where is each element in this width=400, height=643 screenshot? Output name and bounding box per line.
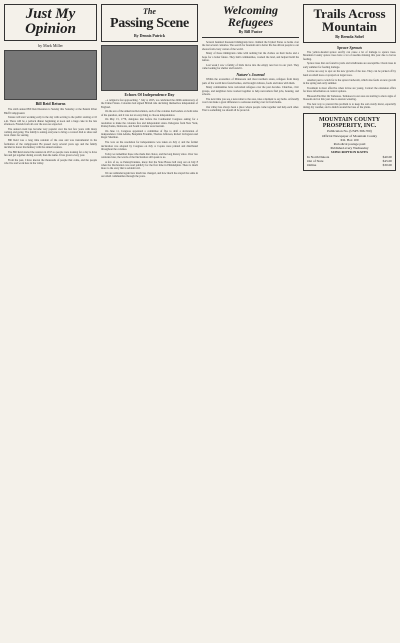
- welcoming-subhead: Nature's Journal: [236, 72, 265, 78]
- passing-scene-flag: [101, 4, 198, 42]
- box-line: Publication No. (USPS 366-700): [327, 129, 372, 134]
- welcoming-body: [202, 41, 299, 70]
- subscription-rates-title: SUBSCRIPTION RATES: [330, 150, 369, 155]
- rate-label: In North Dakota: [307, 154, 330, 159]
- paragraph: The Bill Reid started the reunion in 2015 so people were looking for a day to have fun and get together during overall, then the name. It has grown every year.: [4, 150, 97, 157]
- paragraph: Another pest to watch for is the spruce budworm, which also feeds on new growth in the spring and early summer.: [303, 78, 396, 85]
- paragraph: The annual event has become very popular over the last few years with many coming and going. The family is asking everyone to bring a covered dish to share and lawn chairs for seating.: [4, 127, 97, 138]
- paragraph: The best way to prevent this problem is to keep the soil evenly moist, especially during dry weather, and to mulch around the base of the plants.: [303, 102, 396, 110]
- column-just-my-opinion: [4, 4, 97, 639]
- paragraph: Larvae are easy to spot on the new growth of the tree. They can be picked off by hand on small trees or sprayed on larger trees.: [303, 70, 396, 77]
- column-trails-across-mountain: [303, 4, 396, 639]
- trails-byline: By Brenda Sobel: [335, 34, 364, 39]
- paragraph: Our valley has always been a place where people come together and help each other. That is something we should all be proud of.: [202, 105, 299, 113]
- publication-info-box: [303, 113, 396, 171]
- paragraph: Last week I saw a family of birds move into the empty nest box in our yard. They came looking for shelter and found it.: [202, 63, 299, 71]
- opinion-byline: by Mark Miller: [38, 43, 63, 48]
- box-line: Official Newspaper of Mountain County: [321, 133, 378, 138]
- paragraph: Within the economics of Minnesota and most northern states, refugees from many parts of the world have found homes, and brought cultures, foods and ideas with them.: [202, 78, 299, 85]
- divider: [202, 37, 299, 38]
- rate-value: $45.00: [382, 158, 392, 163]
- passing-byline: By Dennis Patrick: [133, 33, 166, 38]
- paragraph: Bill Reid was a long time resident of the area and was instrumental in the formation of the campground. He passed away several years ago and the family decided to honor his memory with the annual reunion.: [4, 139, 97, 149]
- opinion-flag-line2: Opinion: [25, 21, 76, 37]
- paragraph: A few of us, as Pennsylvanians, know that the State House bell rang out on July 8 when the Declaration was read publicly for the first time in Philadelphia. There is much more to the story that is seldom told.: [101, 160, 198, 171]
- paragraph: ...a religion's fast approaching. " July 4, 2025, we celebrated the 249th anniversary of the United States. Colonists had signed British rule declaring themselves independent of England.: [101, 99, 198, 109]
- rate-value: $30.00: [382, 163, 392, 168]
- paragraph: We are reminded again how much has changed, and how much has stayed the same in our small communities through the years.: [101, 172, 198, 179]
- opinion-headline: Bill Reid Returns: [35, 101, 66, 107]
- box-line: P.O. Box 100: [340, 137, 359, 142]
- paragraph: The yellow-headed spruce sawfly can cause a lot of damage to spruce trees. Mountain County spruce trees have a lot of needles missing this year due to larvae feeding.: [303, 51, 396, 61]
- welcoming-flag-line2: Refugees: [227, 15, 274, 29]
- paragraph: The next time you see a newcomer to the area, take a moment to say hello. A friendly word can make a great difference to someone starting over far from home.: [202, 97, 299, 105]
- welcoming-flag: [202, 4, 299, 34]
- opinion-body: [4, 108, 97, 165]
- paragraph: Blossom End Rot On Tomatoes. Tomatoes in our area are starting to show signs of blossom end rot this year due to uneven watering.: [303, 94, 396, 102]
- trails-body: [303, 51, 396, 109]
- box-line: Published every Wednesday: [330, 146, 369, 151]
- paragraph: Today we remember those who made that choice, and the long history since. Over two centuries later, the words of the Declaration still speak to us.: [101, 152, 198, 159]
- columnist-photo: [101, 45, 198, 91]
- rate-label: Out of State: [307, 158, 324, 163]
- passing-flag-line1: The: [143, 7, 156, 16]
- passing-body: [101, 99, 198, 179]
- paragraph: Spruce trees that are found in yards and windbreaks are susceptible. Check trees in early summer for feeding damage.: [303, 62, 396, 69]
- rate-value: $40.00: [382, 154, 392, 159]
- column-passing-scene: [101, 4, 198, 639]
- paragraph: Many of those immigrants came with nothing but the clothes on their backs and a hope for a better future. They built communities, worked the land, and helped build the nation.: [202, 52, 299, 62]
- paragraph: The sixth annual Bill Reid Reunion is Sunday this Saturday at the Pennix River Bluff Campground.: [4, 108, 97, 115]
- opinion-flag-line1: Just My: [25, 6, 76, 22]
- publisher-name: MOUNTAIN COUNTY PROSPERITY, INC.: [318, 117, 381, 130]
- passing-headline: Echoes Of Independence Day: [124, 92, 175, 97]
- paragraph: Several hundred thousand immigrants have claimed the United States as home over the last several centuries. The search for freedom and a better life has driven people to our shores from every corner of the world.: [202, 41, 299, 51]
- welcoming-body-2: [202, 78, 299, 112]
- columnist-photo: [4, 50, 97, 100]
- paragraph: On May 15, 1776, delegates met before the Continental Congress asking for a resolution to make the colonies free and independent states. Delegates from New York, Pennsylvania, Delaware, and South Carolina were hesitant.: [101, 118, 198, 129]
- trails-flag: [303, 4, 396, 43]
- trails-flag-line2: Mountain: [322, 19, 377, 34]
- paragraph: On the eve of the American Revolution, each of the colonies had leaders on both sides of the question, and it was not an easy thing to choose independence.: [101, 110, 198, 117]
- column-welcoming-refugees: [202, 4, 299, 639]
- opinion-flag: [4, 4, 97, 41]
- paragraph: The vote on the resolution for independence was taken on July 2, and the formal declaration was adopted by Congress on July 4. Copies were printed and distributed throughout the colonies.: [101, 141, 198, 151]
- trails-subhead: Spruce Sprouts: [336, 45, 363, 50]
- trails-flag-line1: Trails Across: [313, 6, 386, 21]
- paragraph: From the past, I have known the thousands of people that come, and the people who live and work here in the valley.: [4, 158, 97, 166]
- rate-row: [307, 163, 392, 167]
- welcoming-flag-line1: Welcoming: [222, 4, 279, 17]
- welcoming-byline: By Bill Pastor: [238, 29, 263, 34]
- paragraph: Many communities have welcomed refugees over the past decades. Churches, civic groups, and neighbors have worked together to help newcomers find jobs, housing, and schools.: [202, 86, 299, 97]
- box-line: Periodical postage paid: [333, 142, 366, 147]
- passing-flag-line2: Passing Scene: [110, 16, 189, 31]
- paragraph: On June 11, Congress appointed a committee of five to draft a declaration of independence: John Adams, Benjamin Franklin, Thomas Jefferson, Robert Livingston and Roger Sherman.: [101, 129, 198, 140]
- paragraph: Tenure will start working early in the day with serving to the public starting at 10 a.m. There will be a potluck dinner beginning at noon and a huge cake in the late afternoon. Friends from all over the area are expected.: [4, 116, 97, 127]
- rate-label: Online: [307, 163, 317, 168]
- paragraph: Treatment is most effective when larvae are young. Contact the extension office for more information on control options.: [303, 86, 396, 93]
